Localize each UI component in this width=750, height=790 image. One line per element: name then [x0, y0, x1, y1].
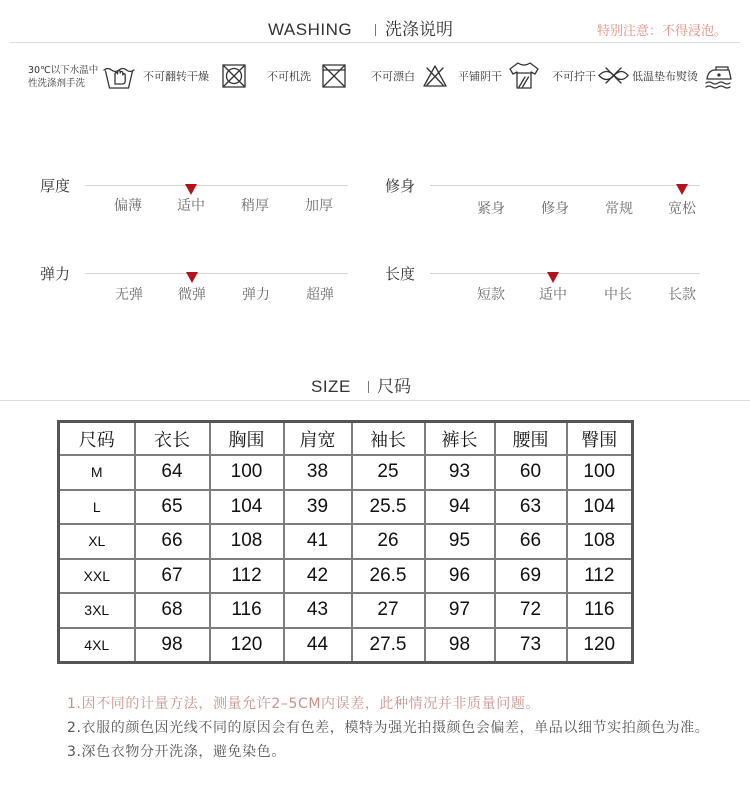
- size-table-cell: 120: [210, 628, 284, 663]
- note-item: 2.衣服的颜色因光线不同的原因会有色差，模特为强光拍摄颜色会偏差，单品以细节实拍颜色为准。: [67, 720, 710, 736]
- attr-option: 修身: [541, 201, 569, 217]
- size-table-cell: 104: [210, 490, 284, 525]
- care-item-hand-wash: [28, 58, 136, 92]
- size-table-header-cell: 肩宽: [284, 422, 352, 456]
- size-table-cell: 100: [567, 455, 633, 490]
- divider: [0, 400, 750, 401]
- special-notice: 特别注意：不得浸泡。: [597, 24, 728, 39]
- size-table-cell: 72: [495, 593, 567, 628]
- size-table-cell: 98: [135, 628, 210, 663]
- care-label-line: 性洗涤剂手洗: [28, 78, 86, 89]
- attr-option: 常规: [605, 201, 633, 217]
- care-label: 低温垫布熨烫: [632, 70, 698, 83]
- size-table-cell: 112: [210, 559, 284, 594]
- attr-selected-marker: [547, 272, 559, 283]
- size-table-cell: 26.5: [352, 559, 425, 594]
- size-label-cell: XL: [59, 524, 135, 559]
- title-separator: [375, 24, 376, 36]
- no-tumble-dry-icon: [221, 63, 247, 89]
- care-item-no-tumble-dry: [143, 58, 249, 92]
- attr-scale-line: [430, 185, 700, 186]
- attr-selected-marker: [186, 272, 198, 283]
- size-table-cell: 66: [135, 524, 210, 559]
- size-label-cell: M: [59, 455, 135, 490]
- care-label-line: 30℃以下水温中: [28, 65, 99, 76]
- attr-option: 微弹: [178, 287, 206, 303]
- size-table-cell: 108: [210, 524, 284, 559]
- size-table-cell: 68: [135, 593, 210, 628]
- care-item-no-bleach: [371, 58, 450, 92]
- size-table-cell: 39: [284, 490, 352, 525]
- size-label-cell: L: [59, 490, 135, 525]
- attr-option: 弹力: [242, 287, 270, 303]
- size-title-cn: 尺码: [377, 377, 411, 397]
- attr-option: 偏薄: [114, 198, 142, 214]
- care-label: 平铺阴干: [458, 70, 502, 83]
- attr-option: 稍厚: [241, 198, 269, 214]
- size-table-cell: 116: [210, 593, 284, 628]
- care-label: 不可机洗: [267, 70, 311, 83]
- size-label-cell: XXL: [59, 559, 135, 594]
- size-table-cell: 63: [495, 490, 567, 525]
- care-label: 不可拧干: [552, 70, 596, 83]
- size-table-cell: 95: [425, 524, 495, 559]
- attr-label: 弹力: [40, 265, 71, 283]
- size-table-cell: 69: [495, 559, 567, 594]
- size-table-cell: 97: [425, 593, 495, 628]
- size-table-header-cell: 裤长: [425, 422, 495, 456]
- size-table-cell: 26: [352, 524, 425, 559]
- attr-option: 适中: [539, 287, 567, 303]
- divider: [10, 42, 740, 43]
- attr-thickness: [40, 170, 380, 222]
- size-table-cell: 104: [567, 490, 633, 525]
- no-wring-icon: [597, 66, 630, 85]
- attr-scale-line: [430, 273, 700, 274]
- no-machine-wash-icon: [320, 62, 348, 90]
- attr-option: 短款: [477, 287, 505, 303]
- size-label-cell: 3XL: [59, 593, 135, 628]
- size-table: [57, 420, 634, 664]
- size-table-header-cell: 臀围: [567, 422, 633, 456]
- size-table-cell: 120: [567, 628, 633, 663]
- attr-selected-marker: [185, 184, 197, 195]
- low-temp-iron-with-cloth-icon: [704, 64, 734, 90]
- size-table-cell: 25.5: [352, 490, 425, 525]
- size-table-cell: 43: [284, 593, 352, 628]
- care-label: [28, 64, 98, 90]
- size-table-cell: 67: [135, 559, 210, 594]
- attr-option: 适中: [177, 198, 205, 214]
- size-title-en: SIZE: [311, 377, 351, 396]
- size-table-cell: 65: [135, 490, 210, 525]
- attr-stretch: [40, 258, 380, 310]
- attr-option: 中长: [604, 287, 632, 303]
- note-item: 1.因不同的计量方法，测量允许2–5CM内误差，此种情况并非质量问题。: [67, 696, 541, 712]
- attr-option: 超弹: [306, 287, 334, 303]
- attr-scale-line: [85, 185, 348, 186]
- size-table-cell: 44: [284, 628, 352, 663]
- size-table-cell: 38: [284, 455, 352, 490]
- care-label: 不可翻转干燥: [143, 70, 209, 83]
- size-table-header: [59, 422, 633, 456]
- attr-label: 长度: [385, 265, 416, 283]
- hand-wash-icon: [103, 60, 135, 90]
- flat-dry-in-shade-icon: [507, 60, 541, 90]
- size-table-cell: 41: [284, 524, 352, 559]
- attr-option: 加厚: [305, 198, 333, 214]
- care-item-low-temp-iron: [632, 58, 736, 92]
- title-separator: [368, 381, 369, 393]
- size-table-cell: 100: [210, 455, 284, 490]
- attr-option: 紧身: [477, 201, 505, 217]
- attr-option: 长款: [668, 287, 696, 303]
- size-table-row: [59, 628, 633, 663]
- size-table-header-cell: 尺码: [59, 422, 135, 456]
- attr-fit: [385, 170, 725, 222]
- size-table-header-cell: 袖长: [352, 422, 425, 456]
- attr-length: [385, 258, 725, 310]
- care-label: 不可漂白: [371, 70, 415, 83]
- washing-title-en: WASHING: [268, 20, 353, 39]
- no-bleach-icon: [422, 64, 448, 88]
- size-table-row: [59, 455, 633, 490]
- size-table-cell: 27: [352, 593, 425, 628]
- attr-scale-line: [85, 273, 348, 274]
- size-table-cell: 25: [352, 455, 425, 490]
- size-table-cell: 42: [284, 559, 352, 594]
- care-item-no-machine-wash: [267, 58, 349, 92]
- size-table-cell: 116: [567, 593, 633, 628]
- size-table-cell: 96: [425, 559, 495, 594]
- attr-label: 修身: [385, 177, 416, 195]
- size-table-header-cell: 腰围: [495, 422, 567, 456]
- washing-title-cn: 洗涤说明: [385, 20, 453, 40]
- size-table-cell: 27.5: [352, 628, 425, 663]
- care-item-no-wring: [552, 58, 632, 92]
- size-table-header-cell: 胸围: [210, 422, 284, 456]
- size-label-cell: 4XL: [59, 628, 135, 663]
- attr-option: 宽松: [668, 201, 696, 217]
- size-table-cell: 73: [495, 628, 567, 663]
- care-item-flat-dry-in-shade: [458, 58, 542, 92]
- note-item: 3.深色衣物分开洗涤，避免染色。: [67, 744, 286, 760]
- attr-option: 无弹: [115, 287, 143, 303]
- size-table-cell: 64: [135, 455, 210, 490]
- size-table-cell: 66: [495, 524, 567, 559]
- attr-selected-marker: [676, 184, 688, 195]
- size-table-cell: 98: [425, 628, 495, 663]
- size-table-cell: 112: [567, 559, 633, 594]
- size-table-cell: 108: [567, 524, 633, 559]
- size-table-cell: 93: [425, 455, 495, 490]
- size-table-header-cell: 衣长: [135, 422, 210, 456]
- size-table-cell: 94: [425, 490, 495, 525]
- size-table-cell: 60: [495, 455, 567, 490]
- size-table-row: [59, 593, 633, 628]
- attr-label: 厚度: [40, 177, 71, 195]
- size-table-row: [59, 524, 633, 559]
- size-table-row: [59, 559, 633, 594]
- size-table-row: [59, 490, 633, 525]
